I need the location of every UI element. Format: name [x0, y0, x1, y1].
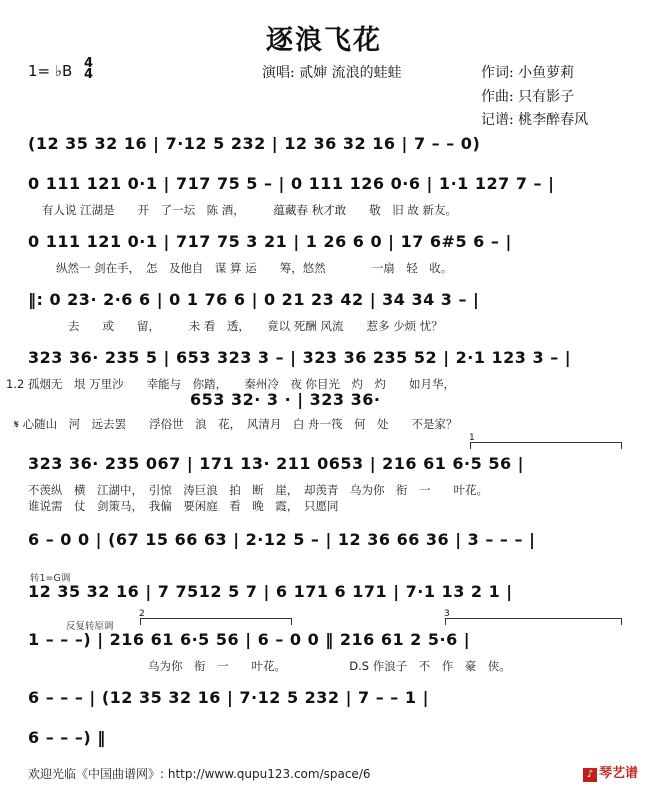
- score-row-11: 6 – – – | (12 35 32 16 | 7·12 5 232 | 7 – – 1 |: [28, 688, 429, 707]
- score-row-5: 323 36· 235 5 | 653 323 3 – | 323 36 235 52 | 2·1 123 3 – |: [28, 348, 572, 367]
- score-row-7: 323 36· 235 067 | 171 13· 211 0653 | 216 61 6·5 56 |: [28, 454, 524, 473]
- transcriber: 记谱: 桃李醉春风: [481, 112, 589, 128]
- volta-bracket-2: [139, 609, 292, 625]
- volta-label-1: 1: [469, 433, 475, 443]
- lyric-row-3: 纵然一 剑在手， 怎 及他自 谋 算 运 筹，悠然 一扇 轻 收。: [56, 261, 453, 275]
- composer: 作曲: 只有影子: [481, 89, 575, 105]
- score-row-4: ‖: 0 23· 2·6 6 | 0 1 76 6 | 0 21 23 42 | 34 34 3 – |: [28, 290, 480, 309]
- volta-label-2: 2: [139, 609, 145, 619]
- singers: 演唱: 贰婶 流浪的蛙蛙: [262, 65, 402, 81]
- key-signature: 1= ♭B: [28, 62, 73, 80]
- lyric-row-10: 乌为你 衔 一 叶花。 D.S 作浪子 不 作 豪 侠。: [148, 659, 511, 673]
- time-signature-bottom: 4: [84, 67, 94, 82]
- score-row-2: 0 111 121 0·1 | 717 75 5 – | 0 111 126 0·6 | 1·1 127 7 – |: [28, 174, 555, 193]
- key-change-note: 转1=G调: [30, 573, 71, 584]
- lyric-row-2: 有人说 江湖是 开 了一坛 陈 酒， 蕴藏春 秋才敢 敬 旧 故 新友。: [42, 203, 458, 217]
- lyric-row-5: 1.2 孤烟无 垠 万里沙 幸能与 你踏， 秦州冷 夜 你目光 灼 灼 如月华，: [6, 377, 456, 391]
- time-signature: [84, 58, 93, 80]
- site-logo: [583, 762, 638, 782]
- footer-credit: 欢迎光临《中国曲谱网》: http://www.qupu123.com/space/6: [28, 767, 371, 781]
- logo-text: 琴艺谱: [598, 766, 638, 781]
- lyricist: 作词: 小鱼萝莉: [481, 65, 575, 81]
- lyric-row-7a: 不羡纵 横 江湖中， 引惊 涛巨浪 拍 断 崖， 却羡青 乌为你 衔 一 叶花。: [28, 483, 488, 497]
- lyric-row-4: 去 或 留， 未 看 透， 竟以 死酬 风流 惹多 少烦 忧？: [68, 319, 443, 333]
- logo-icon: ♪: [583, 768, 597, 782]
- score-row-1: (12 35 32 16 | 7·12 5 232 | 12 36 32 16 | 7 – – 0): [28, 134, 481, 153]
- time-signature-top: 4: [84, 56, 94, 71]
- score-row-8: 6 – 0 0 | (67 15 66 63 | 2·12 5 – | 12 36 66 36 | 3 – – – |: [28, 530, 536, 549]
- lyric-row-7b: 谁说需 仗 剑策马， 我偏 要闲庭 看 晚 霞， 只愿同: [28, 499, 339, 513]
- score-row-12: 6 – – –) ‖: [28, 728, 106, 747]
- score-row-10: 1 – – –) | 216 61 6·5 56 | 6 – 0 0 ‖ 216 61 2 5·6 |: [28, 630, 471, 649]
- volta-bracket-1: [469, 433, 622, 449]
- volta-label-3: 3: [444, 609, 450, 619]
- song-title: 逐浪飞花: [266, 25, 382, 56]
- lyric-row-6: 𝄋 心随山 河 远去罢 浮俗世 浪 花， 风清月 白 舟一筏 何 处 不是家？: [14, 417, 458, 431]
- score-row-9: 12 35 32 16 | 7 7512 5 7 | 6 171 6 171 | 7·1 13 2 1 |: [28, 582, 513, 601]
- volta-bracket-3: [444, 609, 622, 625]
- score-row-3: 0 111 121 0·1 | 717 75 3 21 | 1 26 6 0 | 17 6#5 6 – |: [28, 232, 512, 251]
- score-row-6: 653 32· 3 · | 323 36·: [190, 390, 381, 409]
- return-key-note: 反复转原调: [66, 621, 114, 632]
